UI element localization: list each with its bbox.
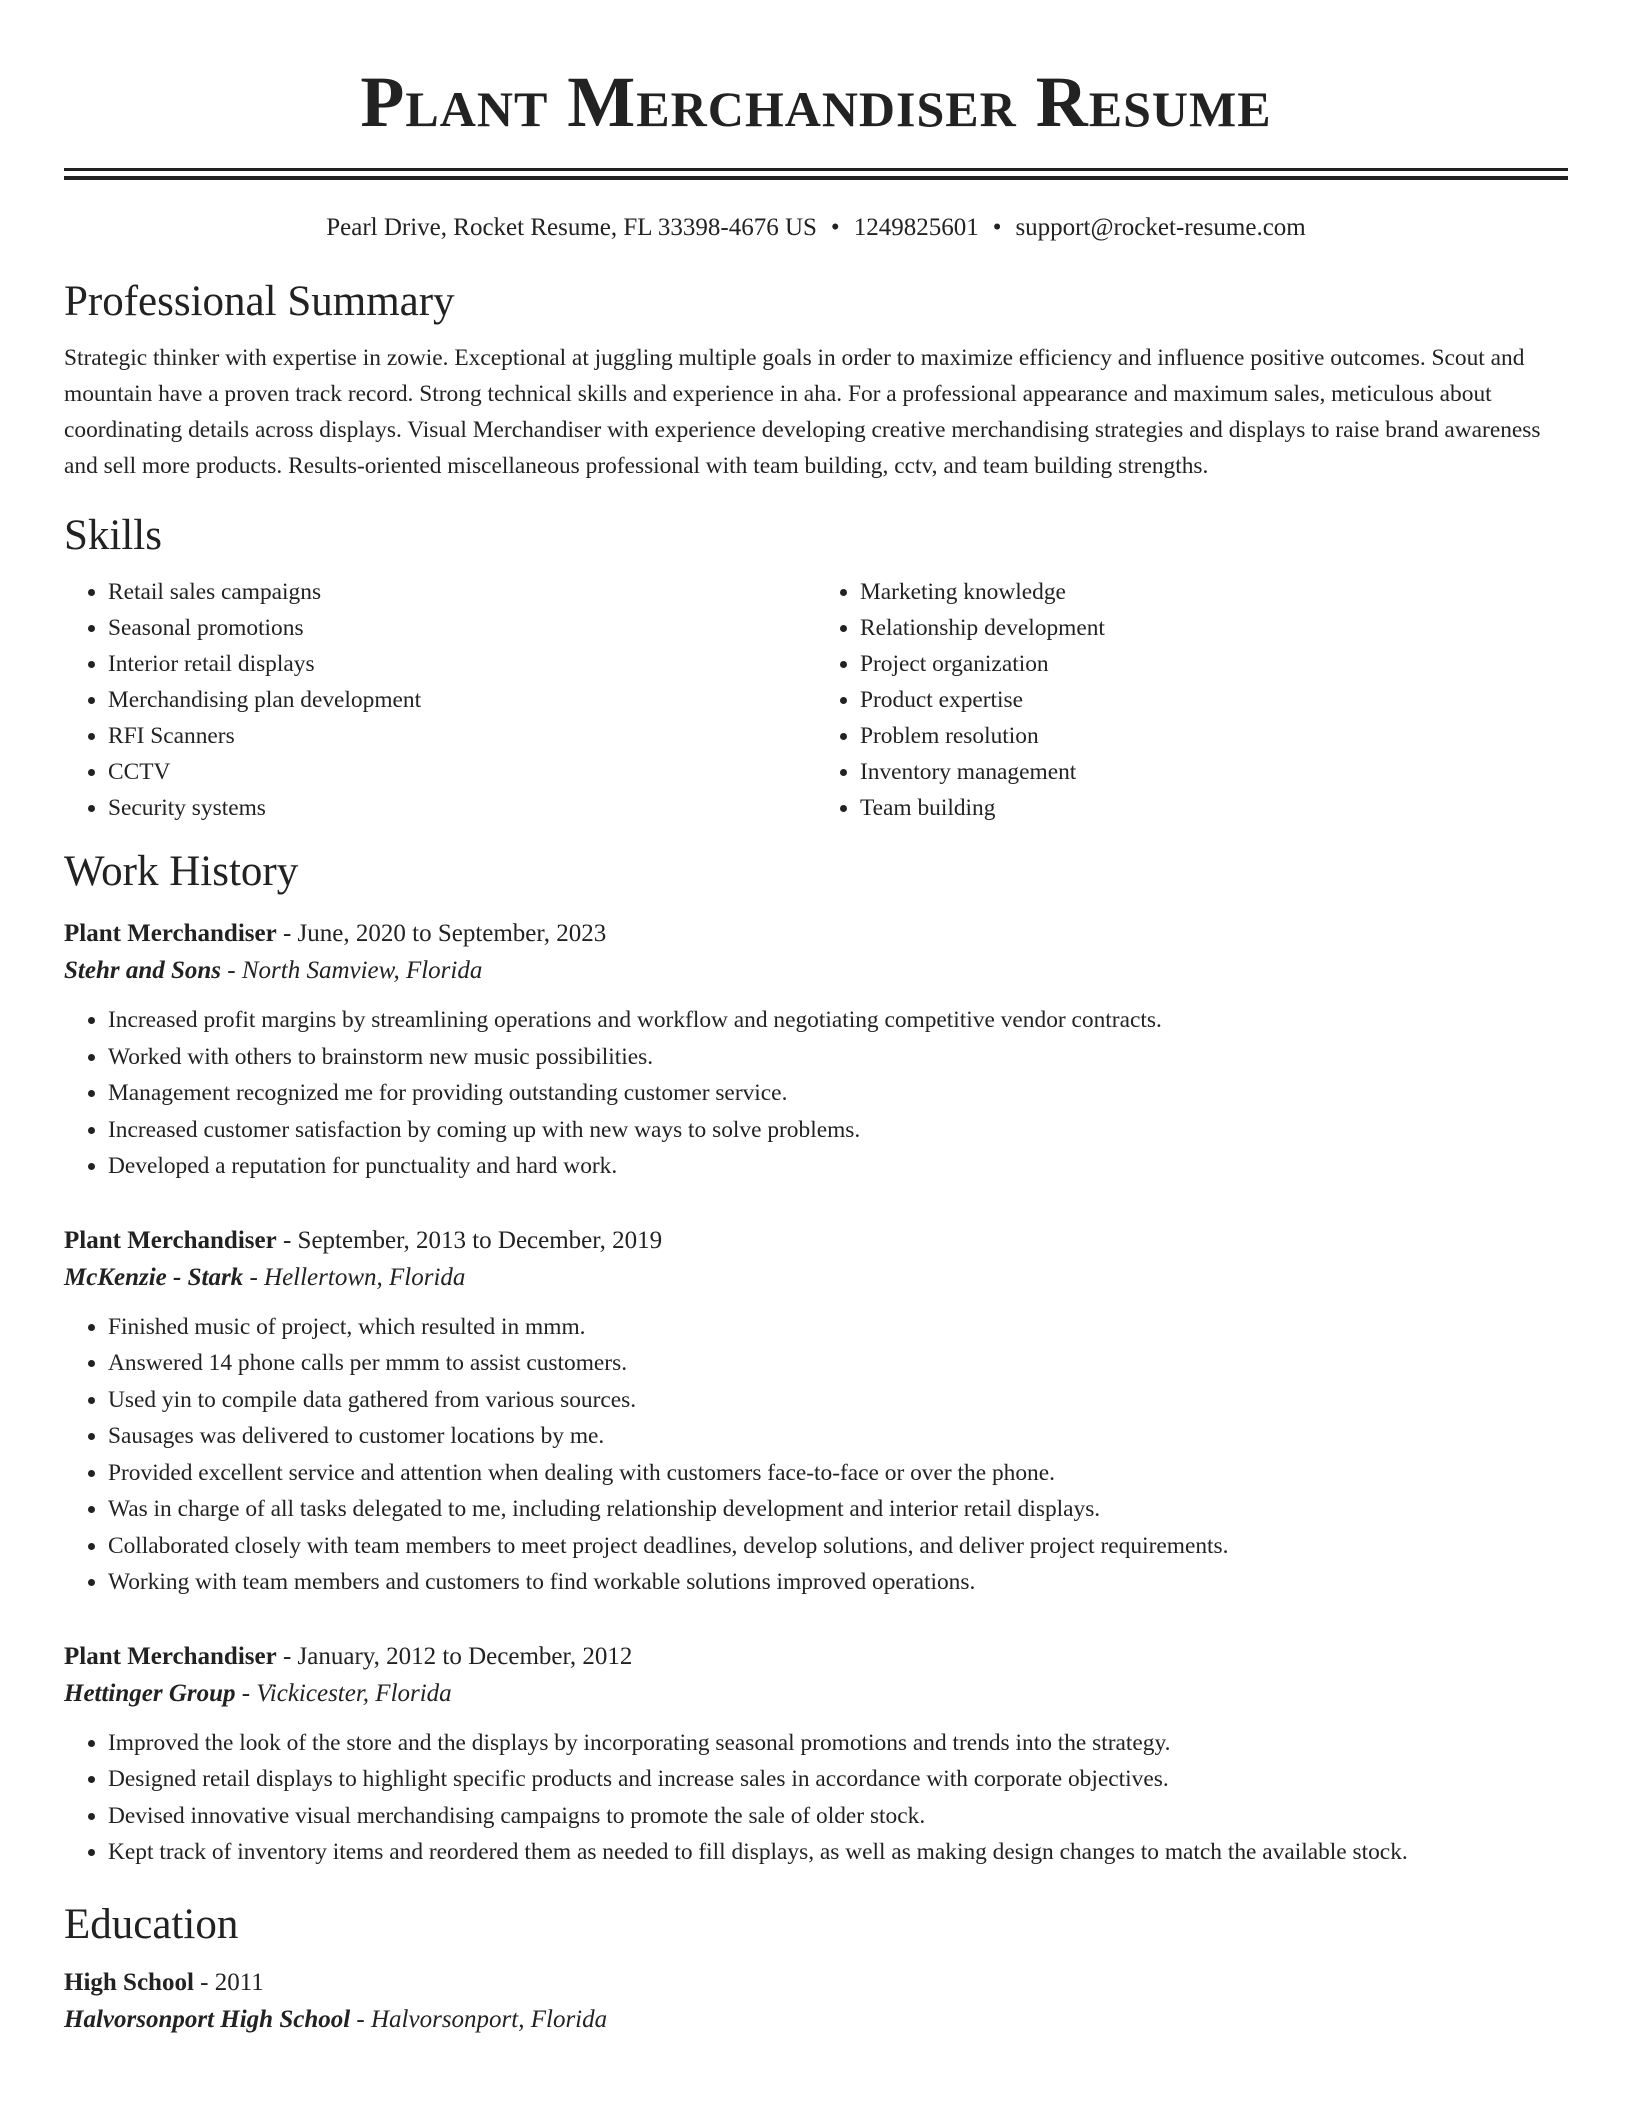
job-title: Plant Merchandiser bbox=[64, 1642, 277, 1670]
education-degree: High School bbox=[64, 1968, 194, 1996]
job-bullet: • Provided excellent service and attention when dealing with customers face-to-face or over the phone. bbox=[108, 1455, 1568, 1492]
education-degree-line bbox=[64, 1965, 1568, 2001]
job-company-line bbox=[64, 1675, 1568, 1713]
job-location: - North Samview, Florida bbox=[221, 957, 483, 984]
job-bullet: • Was in charge of all tasks delegated to me, including relationship development and interior retail displays. bbox=[108, 1491, 1568, 1528]
job-title-line bbox=[64, 1223, 1568, 1259]
job-bullets bbox=[64, 1725, 1568, 1871]
job-dates: - June, 2020 to September, 2023 bbox=[276, 920, 607, 947]
skill-item: • Relationship development bbox=[860, 610, 1568, 646]
job-title-line bbox=[64, 1639, 1568, 1675]
skill-item: • Security systems bbox=[108, 790, 816, 826]
education-entry bbox=[64, 1965, 1568, 2039]
job-title-line bbox=[64, 916, 1568, 952]
job-bullet: • Increased profit margins by streamlining operations and workflow and negotiating competitive vendor contracts. bbox=[108, 1002, 1568, 1039]
contact-separator: • bbox=[830, 214, 840, 241]
job-bullet: • Kept track of inventory items and reordered them as needed to fill displays, as well as making design changes to match the available stock. bbox=[108, 1834, 1568, 1871]
job-bullet: • Worked with others to brainstorm new music possibilities. bbox=[108, 1039, 1568, 1076]
job-title: Plant Merchandiser bbox=[64, 1226, 277, 1254]
resume-title: Plant Merchandiser Resume bbox=[360, 62, 1272, 142]
job-bullet: • Finished music of project, which resulted in mmm. bbox=[108, 1309, 1568, 1346]
skill-item: • RFI Scanners bbox=[108, 718, 816, 754]
job-company-line bbox=[64, 1259, 1568, 1297]
job-bullet: • Sausages was delivered to customer locations by me. bbox=[108, 1418, 1568, 1455]
skill-item: • Problem resolution bbox=[860, 718, 1568, 754]
skill-item: • Product expertise bbox=[860, 682, 1568, 718]
contact-address: Pearl Drive, Rocket Resume, FL 33398-4676 US bbox=[326, 214, 817, 241]
job-company: Hettinger Group bbox=[64, 1679, 236, 1707]
title-rule-bottom bbox=[64, 176, 1568, 180]
skill-item: • CCTV bbox=[108, 754, 816, 790]
education-school: Halvorsonport High School bbox=[64, 2005, 351, 2033]
job-bullet: • Designed retail displays to highlight specific products and increase sales in accordance with corporate objectives. bbox=[108, 1761, 1568, 1798]
contact-email: support@rocket-resume.com bbox=[1015, 214, 1306, 241]
skill-item: • Seasonal promotions bbox=[108, 610, 816, 646]
skill-item: • Team building bbox=[860, 790, 1568, 826]
skill-item: • Merchandising plan development bbox=[108, 682, 816, 718]
job-company: McKenzie - Stark bbox=[64, 1263, 244, 1291]
summary-heading: Professional Summary bbox=[64, 278, 455, 325]
job-location: - Vickicester, Florida bbox=[235, 1679, 452, 1707]
skill-item: • Interior retail displays bbox=[108, 646, 816, 682]
skills-heading: Skills bbox=[64, 512, 162, 559]
contact-separator: • bbox=[992, 214, 1002, 241]
skill-item: • Retail sales campaigns bbox=[108, 574, 816, 610]
education-year: - 2011 bbox=[193, 1968, 264, 1996]
skill-item: • Marketing knowledge bbox=[860, 574, 1568, 610]
skill-item: • Inventory management bbox=[860, 754, 1568, 790]
job-dates: - September, 2013 to December, 2019 bbox=[276, 1226, 663, 1254]
summary-text: Strategic thinker with expertise in zowie. Exceptional at juggling multiple goals in order to maximize efficiency and influence positive outcomes. Scout and mountain have a proven track record. Strong technical skills and experience in aha. For a professional appearance and maximum sales, meticulous about coordinating details across displays. Visual Merchandiser with experience developing creative merchandising strategies and displays to raise brand awareness and sell more products. Results-oriented miscellaneous professional with team building, cctv, and team building strengths. bbox=[64, 345, 1541, 479]
job-bullets bbox=[64, 1002, 1568, 1185]
job-bullet: • Increased customer satisfaction by coming up with new ways to solve problems. bbox=[108, 1112, 1568, 1149]
job-bullet: • Used yin to compile data gathered from various sources. bbox=[108, 1382, 1568, 1419]
skill-item: • Project organization bbox=[860, 646, 1568, 682]
job-entry bbox=[64, 1639, 1568, 1871]
skills-column-right bbox=[816, 574, 1568, 826]
job-dates: - January, 2012 to December, 2012 bbox=[276, 1642, 633, 1670]
job-bullet: • Management recognized me for providing outstanding customer service. bbox=[108, 1075, 1568, 1112]
job-bullet: • Developed a reputation for punctuality and hard work. bbox=[108, 1148, 1568, 1185]
job-company: Stehr and Sons bbox=[64, 957, 222, 984]
contact-line bbox=[64, 212, 1568, 244]
education-heading: Education bbox=[64, 1900, 239, 1948]
job-location: - Hellertown, Florida bbox=[243, 1263, 466, 1291]
skills-column-left bbox=[64, 574, 816, 826]
job-entry bbox=[64, 1223, 1568, 1601]
work-history-heading: Work History bbox=[64, 848, 299, 895]
education-location: - Halvorsonport, Florida bbox=[350, 2005, 608, 2033]
job-bullet: • Answered 14 phone calls per mmm to assist customers. bbox=[108, 1345, 1568, 1382]
skills-list bbox=[64, 574, 1568, 826]
job-bullet: • Working with team members and customers to find workable solutions improved operations. bbox=[108, 1564, 1568, 1601]
job-bullet: • Collaborated closely with team members to meet project deadlines, develop solutions, and deliver project requirements. bbox=[108, 1528, 1568, 1565]
job-bullets bbox=[64, 1309, 1568, 1601]
title-rule-top bbox=[64, 168, 1568, 171]
job-entry bbox=[64, 916, 1568, 1185]
contact-phone: 1249825601 bbox=[853, 214, 979, 241]
education-school-line bbox=[64, 2001, 1568, 2039]
job-bullet: • Devised innovative visual merchandising campaigns to promote the sale of older stock. bbox=[108, 1798, 1568, 1835]
job-bullet: • Improved the look of the store and the displays by incorporating seasonal promotions and trends into the strategy. bbox=[108, 1725, 1568, 1762]
job-title: Plant Merchandiser bbox=[64, 920, 277, 947]
job-company-line bbox=[64, 952, 1568, 990]
